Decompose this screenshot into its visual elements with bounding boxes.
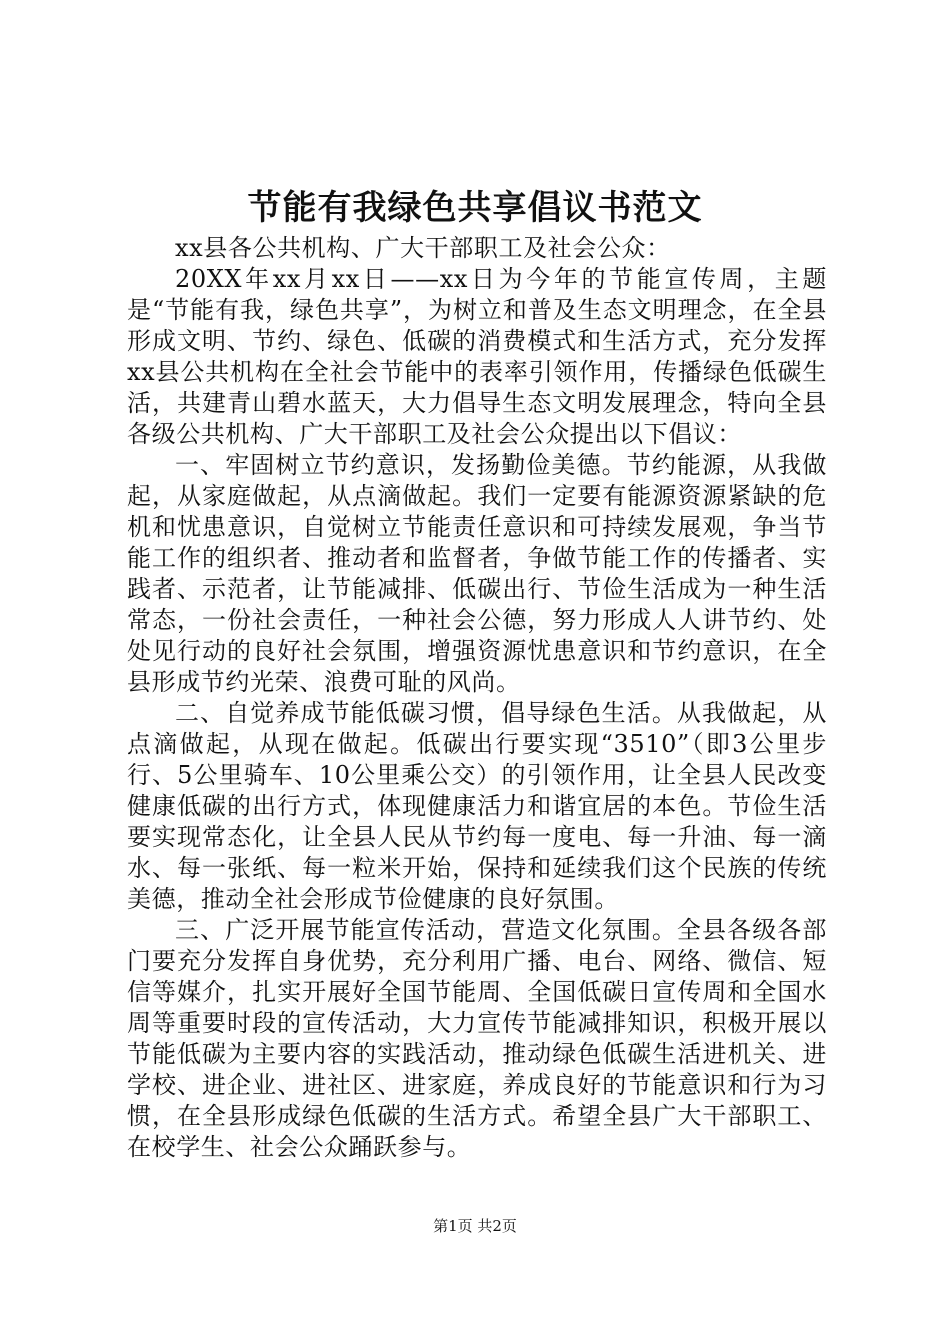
salutation: xx县各公共机构、广大干部职工及社会公众：: [175, 234, 671, 262]
document-title: 节能有我绿色共享倡议书范文: [247, 188, 703, 228]
paragraph-point-2: 二、自觉养成节能低碳习惯，倡导绿色生活。从我做起，从点滴做起，从现在做起。低碳出行要实现“3510”（即3公里步行、5公里骑车、10公里乘公交）的引领作用，让全县人民改变健康低碳的出行方式，体现健康活力和谐宜居的本色。节俭生活要实现常态化，让全县人民从节约每一度电、每一升油、每一滴水、每一张纸、每一粒米开始，保持和延续我们这个民族的传统美德，推动全社会形成节俭健康的良好氛围。: [127, 699, 827, 913]
page-footer: [0, 1216, 950, 1236]
paragraph-point-3: 三、广泛开展节能宣传活动，营造文化氛围。全县各级各部门要充分发挥自身优势，充分利用广播、电台、网络、微信、短信等媒介，扎实开展好全国节能周、全国低碳日宣传周和全国水周等重要时段的宣传活动，大力宣传节能减排知识，积极开展以节能低碳为主要内容的实践活动，推动绿色低碳生活进机关、进学校、进企业、进社区、进家庭，养成良好的节能意识和行为习惯，在全县形成绿色低碳的生活方式。希望全县广大干部职工、在校学生、社会公众踊跃参与。: [127, 916, 827, 1161]
document-body: [127, 233, 827, 1163]
page-indicator: 第1页 共2页: [433, 1217, 517, 1235]
paragraph-intro: 20XX年xx月xx日——xx日为今年的节能宣传周，主题是“节能有我，绿色共享”，为树立和普及生态文明理念，在全县形成文明、节约、绿色、低碳的消费模式和生活方式，充分发挥xx县公共机构在全社会节能中的表率引领作用，传播绿色低碳生活，共建青山碧水蓝天，大力倡导生态文明发展理念，特向全县各级公共机构、广大干部职工及社会公众提出以下倡议：: [127, 265, 827, 448]
paragraph-point-1: 一、牢固树立节约意识，发扬勤俭美德。节约能源，从我做起，从家庭做起，从点滴做起。我们一定要有能源资源紧缺的危机和忧患意识，自觉树立节能责任意识和可持续发展观，争当节能工作的组织者、推动者和监督者，争做节能工作的传播者、实践者、示范者，让节能减排、低碳出行、节俭生活成为一种生活常态，一份社会责任，一种社会公德，努力形成人人讲节约、处处见行动的良好社会氛围，增强资源忧患意识和节约意识，在全县形成节约光荣、浪费可耻的风尚。: [127, 451, 827, 696]
